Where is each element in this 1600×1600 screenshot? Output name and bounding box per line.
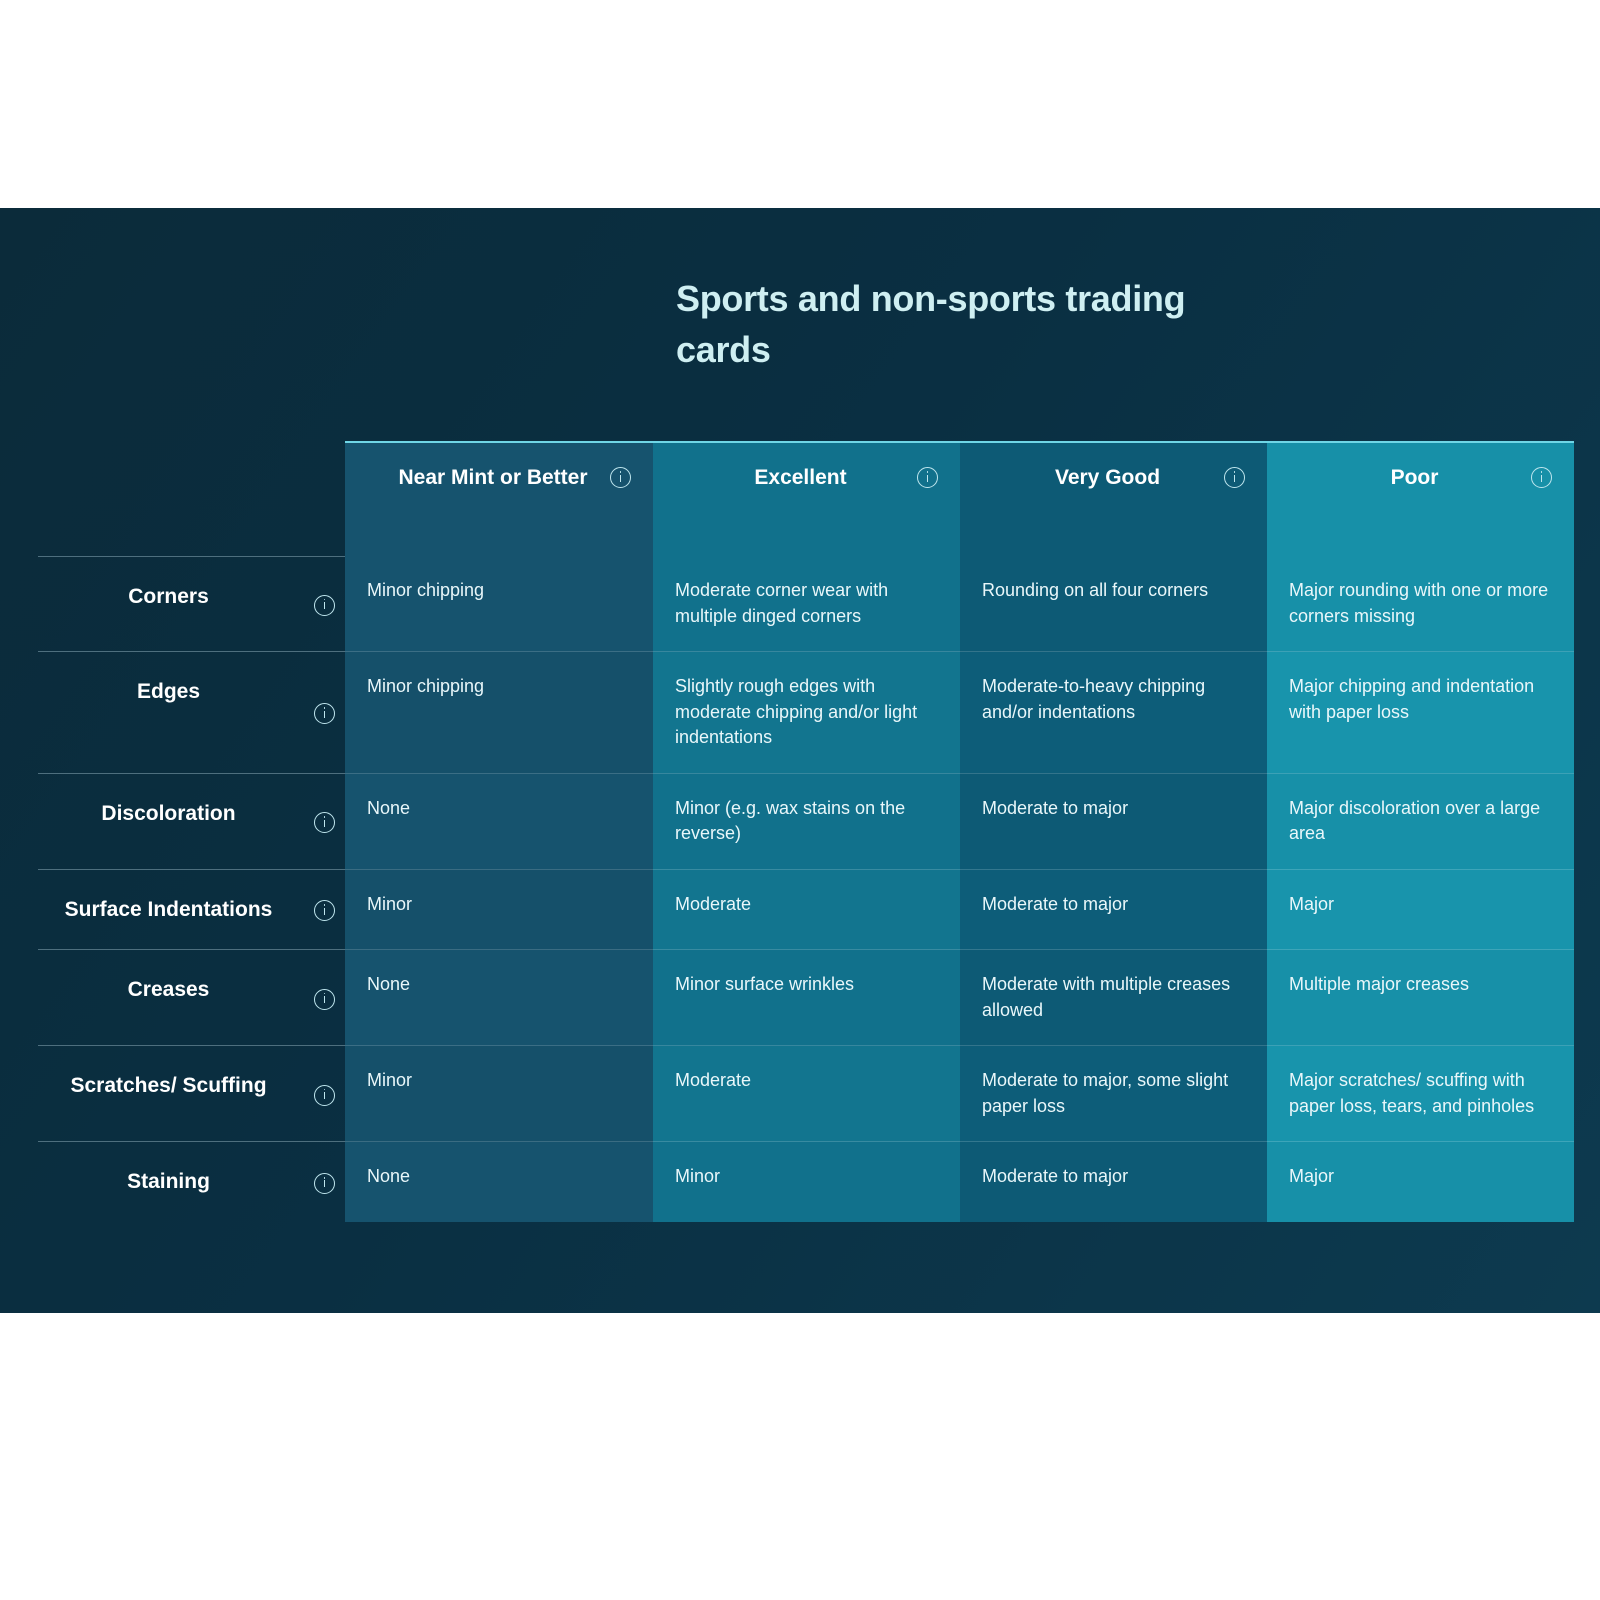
cell-surface-indentations-poor: Major <box>1267 869 1574 949</box>
info-icon[interactable] <box>314 989 335 1010</box>
column-header-near-mint-or-better <box>345 442 653 556</box>
info-icon[interactable] <box>1531 467 1552 488</box>
cell-staining-very-good: Moderate to major <box>960 1142 1267 1222</box>
cell-surface-indentations-excellent: Moderate <box>653 869 960 949</box>
page-title: Sports and non-sports trading cards <box>676 278 1186 371</box>
row-header-label: Edges <box>136 680 201 704</box>
column-header-poor <box>1267 442 1574 556</box>
column-header-label: Poor <box>1390 466 1439 489</box>
cell-surface-indentations-near-mint: Minor <box>345 869 653 949</box>
cell-staining-near-mint: None <box>345 1142 653 1222</box>
row-header-surface-indentations <box>38 869 345 949</box>
table-row <box>38 869 1574 949</box>
column-header-label: Near Mint or Better <box>398 466 588 489</box>
table-row <box>38 1142 1574 1222</box>
cell-edges-near-mint: Minor chipping <box>345 652 653 774</box>
row-header-scratches-scuffing <box>38 1046 345 1142</box>
cell-discoloration-excellent: Minor (e.g. wax stains on the reverse) <box>653 773 960 869</box>
row-header-label: Scratches/ Scuffing <box>70 1074 267 1098</box>
cell-creases-excellent: Minor surface wrinkles <box>653 950 960 1046</box>
table-row <box>38 1046 1574 1142</box>
grading-chart-panel <box>0 208 1600 1313</box>
row-header-staining <box>38 1142 345 1222</box>
cell-creases-very-good: Moderate with multiple creases allowed <box>960 950 1267 1046</box>
cell-creases-near-mint: None <box>345 950 653 1046</box>
row-header-label: Corners <box>128 584 209 608</box>
info-icon[interactable] <box>314 900 335 921</box>
table-row <box>38 773 1574 869</box>
cell-corners-very-good: Rounding on all four corners <box>960 556 1267 652</box>
table-row <box>38 652 1574 774</box>
row-header-corners <box>38 556 345 652</box>
table-corner-cell <box>38 442 345 556</box>
table-row <box>38 556 1574 652</box>
column-header-excellent <box>653 442 960 556</box>
info-icon[interactable] <box>314 703 335 724</box>
grading-standards-table <box>38 441 1574 1222</box>
row-header-label: Creases <box>127 978 210 1002</box>
cell-edges-poor: Major chipping and indentation with paper loss <box>1267 652 1574 774</box>
cell-corners-near-mint: Minor chipping <box>345 556 653 652</box>
info-icon[interactable] <box>610 467 631 488</box>
row-header-label: Surface Indentations <box>64 897 273 921</box>
cell-edges-excellent: Slightly rough edges with moderate chipping and/or light indentations <box>653 652 960 774</box>
info-icon[interactable] <box>314 1173 335 1194</box>
cell-surface-indentations-very-good: Moderate to major <box>960 869 1267 949</box>
row-header-label: Discoloration <box>101 801 236 825</box>
info-icon[interactable] <box>1224 467 1245 488</box>
cell-staining-excellent: Minor <box>653 1142 960 1222</box>
cell-staining-poor: Major <box>1267 1142 1574 1222</box>
info-icon[interactable] <box>314 1085 335 1106</box>
cell-corners-poor: Major rounding with one or more corners missing <box>1267 556 1574 652</box>
cell-scratches-scuffing-near-mint: Minor <box>345 1046 653 1142</box>
cell-scratches-scuffing-very-good: Moderate to major, some slight paper loss <box>960 1046 1267 1142</box>
row-header-creases <box>38 950 345 1046</box>
row-header-label: Staining <box>127 1170 210 1194</box>
column-header-very-good <box>960 442 1267 556</box>
info-icon[interactable] <box>314 595 335 616</box>
cell-edges-very-good: Moderate-to-heavy chipping and/or indentations <box>960 652 1267 774</box>
column-header-label: Very Good <box>1054 466 1161 489</box>
cell-discoloration-near-mint: None <box>345 773 653 869</box>
info-icon[interactable] <box>917 467 938 488</box>
row-header-edges <box>38 652 345 774</box>
info-icon[interactable] <box>314 812 335 833</box>
cell-corners-excellent: Moderate corner wear with multiple dinged corners <box>653 556 960 652</box>
table-row <box>38 950 1574 1046</box>
cell-discoloration-poor: Major discoloration over a large area <box>1267 773 1574 869</box>
cell-creases-poor: Multiple major creases <box>1267 950 1574 1046</box>
column-header-label: Excellent <box>754 466 847 489</box>
cell-discoloration-very-good: Moderate to major <box>960 773 1267 869</box>
row-header-discoloration <box>38 773 345 869</box>
cell-scratches-scuffing-excellent: Moderate <box>653 1046 960 1142</box>
cell-scratches-scuffing-poor: Major scratches/ scuffing with paper loss, tears, and pinholes <box>1267 1046 1574 1142</box>
table-header-row <box>38 442 1574 556</box>
